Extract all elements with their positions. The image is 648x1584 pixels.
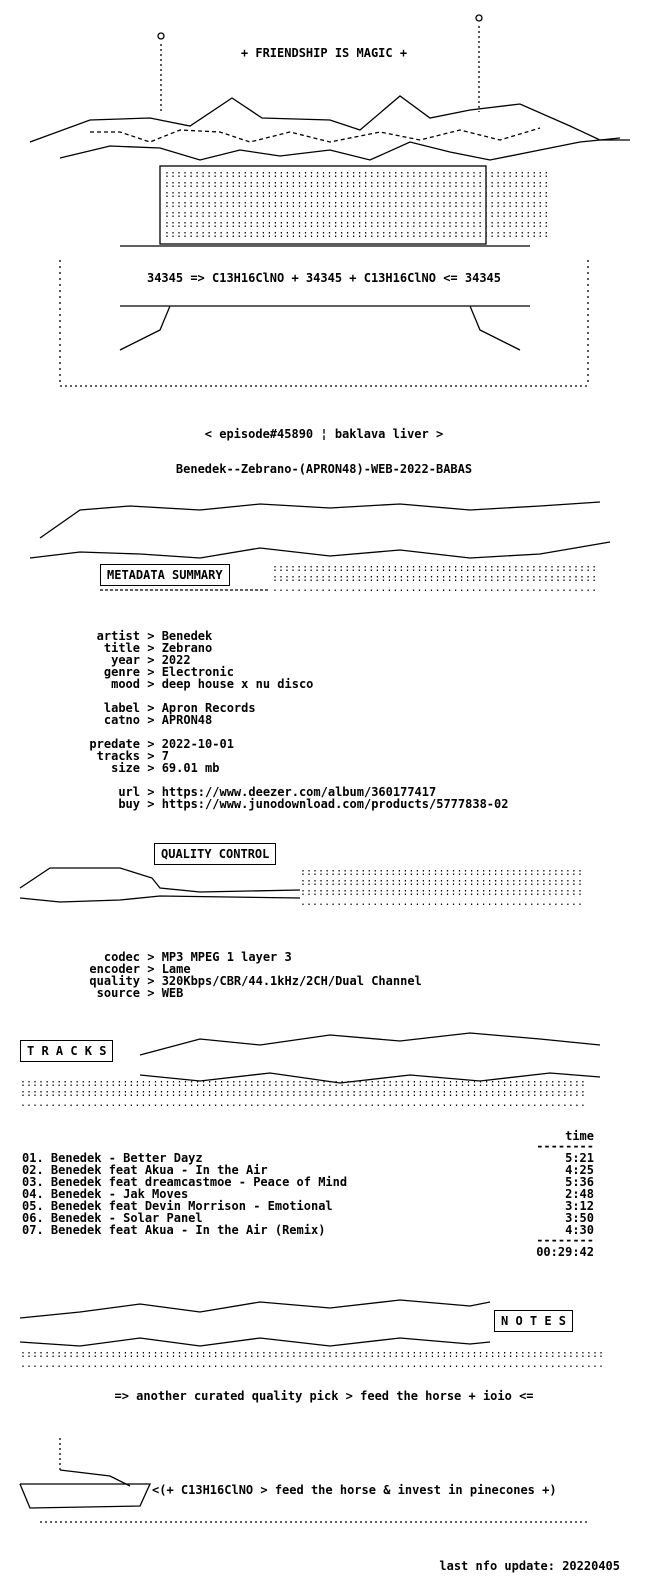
separator: > [140, 629, 162, 643]
metadata-value: APRON48 [161, 713, 213, 727]
header-ascii-art [0, 0, 648, 400]
track-title: 04. Benedek - Jak Moves [22, 1187, 189, 1201]
tracks-logo-top [140, 1033, 600, 1055]
quality-banner-art [0, 838, 648, 928]
episode-text: < episode#45890 ¦ baklava liver > [204, 427, 444, 441]
separator: > [140, 701, 162, 715]
footer-ship-art [0, 1430, 648, 1530]
quality-key: source [96, 986, 140, 1000]
notes-heading: N O T E S [494, 1310, 573, 1332]
track-title: 06. Benedek - Solar Panel [22, 1211, 203, 1225]
quality-key: quality [89, 974, 140, 988]
metadata-row-buy [44, 798, 508, 810]
ship-hull [20, 1484, 150, 1508]
right-antenna-bulb [476, 15, 482, 21]
metadata-value: https://www.deezer.com/album/360177417 [161, 785, 437, 799]
tracks-fill: :::::::::::::::::::::::::::::::::::::::::::::::::::::::::::::::::::::::::::::::::::::::::::::: :::::::::::::::::::::::::::::::::::::::::::::::::::::::::::::::::::::::::::::::::::::::::::::: .............................................................................................. [20, 1078, 586, 1109]
track-time: 3:12 [565, 1199, 594, 1213]
left-antenna-bulb [158, 33, 164, 39]
separator: > [140, 761, 162, 775]
track-row [22, 1224, 594, 1236]
separator: > [140, 665, 162, 679]
track-time: 2:48 [565, 1187, 594, 1201]
separator: > [140, 962, 162, 976]
metadata-key: artist [96, 629, 140, 643]
track-title: 01. Benedek - Better Dayz [22, 1151, 203, 1165]
notes-text: => another curated quality pick > feed the horse + ioio <= [114, 1389, 534, 1403]
separator: > [140, 785, 162, 799]
logo-mid-outline [90, 128, 540, 142]
quality-logo-bottom [20, 896, 300, 902]
release-name: Benedek--Zebrano-(APRON48)-WEB-2022-BABAS [175, 462, 473, 476]
metadata-value: https://www.junodownload.com/products/5777838-02 [161, 797, 509, 811]
metadata-row-mood [44, 678, 313, 690]
separator: > [140, 974, 162, 988]
metadata-value: Apron Records [161, 701, 256, 715]
metadata-key: label [103, 701, 140, 715]
metadata-banner-art [0, 498, 648, 606]
banner-text: + FRIENDSHIP IS MAGIC + [240, 46, 408, 60]
metadata-logo-top [40, 502, 600, 538]
metadata-key: catno [103, 713, 140, 727]
metadata-key: genre [103, 665, 140, 679]
metadata-value: 69.01 mb [161, 761, 220, 775]
separator: > [140, 950, 162, 964]
quality-key: codec [103, 950, 140, 964]
time-column-header: time [565, 1129, 594, 1143]
separator: > [140, 713, 162, 727]
track-title: 07. Benedek feat Akua - In the Air (Remix) [22, 1223, 326, 1237]
notes-logo-top [20, 1300, 490, 1318]
separator: > [140, 797, 162, 811]
metadata-value: Benedek [161, 629, 213, 643]
metadata-value: 7 [161, 749, 169, 763]
quality-value: WEB [161, 986, 184, 1000]
metadata-fill: :::::::::::::::::::::::::::::::::::::::::::::::::::::: :::::::::::::::::::::::::::::::::::::::::::::::::::::: ...................................................... [272, 563, 598, 594]
metadata-value: deep house x nu disco [161, 677, 314, 691]
metadata-row-catno [44, 714, 212, 726]
metadata-value: 2022-10-01 [161, 737, 234, 751]
track-title: 05. Benedek feat Devin Morrison - Emotional [22, 1199, 333, 1213]
quality-key: encoder [89, 962, 140, 976]
separator: > [140, 749, 162, 763]
track-time: 5:36 [565, 1175, 594, 1189]
track-time: 4:25 [565, 1163, 594, 1177]
quality-heading: QUALITY CONTROL [154, 843, 276, 865]
track-title: 03. Benedek feat dreamcastmoe - Peace of Mind [22, 1175, 348, 1189]
separator: > [140, 677, 162, 691]
metadata-value: Electronic [161, 665, 234, 679]
lower-frame-right [470, 306, 520, 350]
metadata-key: predate [89, 737, 140, 751]
formula-text: 34345 => C13H16ClNO + 34345 + C13H16ClNO <= 34345 [146, 271, 501, 285]
footer-ship-svg [0, 1430, 648, 1530]
metadata-key: mood [111, 677, 140, 691]
metadata-logo-bottom [30, 542, 610, 558]
metadata-key: year [111, 653, 140, 667]
metadata-key: size [111, 761, 140, 775]
quality-logo-top [20, 868, 300, 892]
separator: > [140, 737, 162, 751]
building-fill: :::::::::::::::::::::::::::::::::::::::::::::::::::::::::::::::: :::::::::::::::::::::::::::::::::::::::::::::::::::::::::::::::: :::::::::::::::::::::::::::::::::::::::::::::::::::::::::::::::: :::::::::::::::::::::::::::::::::::::::::::::::::::::::::::::::: :::::::::::::::::::::::::::::::::::::::::::::::::::::::::::::::: :::::::::::::::::::::::::::::::::::::::::::::::::::::::::::::::: :::::::::::::::::::::::::::::::::::::::::::::::::::::::::::::::: [164, 169, 550, 240]
metadata-row-size [44, 762, 219, 774]
logo-bottom-outline [60, 138, 620, 160]
track-time: 4:30 [565, 1223, 594, 1237]
metadata-value: Zebrano [161, 641, 213, 655]
quality-value: MP3 MPEG 1 layer 3 [161, 950, 292, 964]
separator: > [140, 641, 162, 655]
last-update: last nfo update: 20220405 [439, 1559, 620, 1573]
quality-value: 320Kbps/CBR/44.1kHz/2CH/Dual Channel [161, 974, 422, 988]
quality-value: Lame [161, 962, 191, 976]
total-time: 00:29:42 [536, 1245, 594, 1259]
tracks-heading: T R A C K S [20, 1040, 113, 1062]
lower-frame-left [120, 306, 170, 350]
track-title: 02. Benedek feat Akua - In the Air [22, 1163, 268, 1177]
notes-fill: ::::::::::::::::::::::::::::::::::::::::::::::::::::::::::::::::::::::::::::::::::::::::::::::::: ................................................................................................. [20, 1349, 604, 1370]
metadata-value: 2022 [161, 653, 191, 667]
separator: > [140, 986, 162, 1000]
logo-top-outline [30, 96, 630, 142]
footer-slogan: <(+ C13H16ClNO > feed the horse & invest in pinecones +) [152, 1483, 557, 1497]
total-rule: -------- [536, 1233, 594, 1247]
metadata-key: title [103, 641, 140, 655]
metadata-heading: METADATA SUMMARY [100, 564, 230, 586]
notes-logo-bottom [20, 1338, 490, 1346]
metadata-key: buy [118, 797, 140, 811]
quality-fill: ::::::::::::::::::::::::::::::::::::::::::::::: ::::::::::::::::::::::::::::::::::::::::::::::: ::::::::::::::::::::::::::::::::::::::::::::::: ............................................... [300, 867, 583, 908]
quality-row-source [44, 987, 183, 999]
metadata-key: url [118, 785, 140, 799]
time-rule: -------- [536, 1139, 594, 1153]
track-time: 5:21 [565, 1151, 594, 1165]
metadata-key: tracks [96, 749, 140, 763]
track-time: 3:50 [565, 1211, 594, 1225]
separator: > [140, 653, 162, 667]
